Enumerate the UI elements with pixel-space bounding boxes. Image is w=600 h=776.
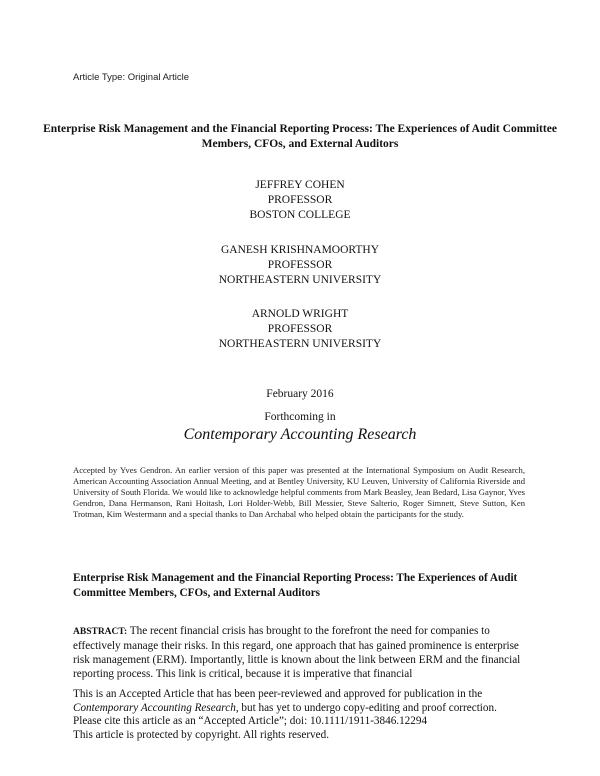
author-affiliation: NORTHEASTERN UNIVERSITY — [218, 274, 382, 286]
accepted-article-notice — [73, 688, 533, 742]
abstract-text: The recent financial crisis has brought to the forefront the need for companies to effectively manage their risks. In this regard, one approach that has gained prominence is enterprise risk management (ERM). Importantly, little is known about the link between ERM and the financial reporting process. This link is critical, because it is imperative that financial — [73, 625, 521, 680]
notice-copyright-line: This article is protected by copyright. All rights reserved. — [73, 728, 330, 741]
notice-line — [73, 702, 533, 716]
forthcoming-label: Forthcoming in — [264, 411, 336, 423]
journal-name: Contemporary Accounting Research — [183, 426, 417, 443]
author-title: PROFESSOR — [267, 194, 333, 206]
paper-title: Enterprise Risk Management and the Financial Reporting Process: The Experiences of Audit Committee Members, CFOs, and External Auditors — [43, 123, 557, 150]
author-block — [0, 307, 600, 352]
notice-doi-line: Please cite this article as an “Accepted Article”; doi: 10.1111/1911-3846.12294 — [73, 715, 428, 727]
author-name: JEFFREY COHEN — [255, 179, 345, 191]
publication-date: February 2016 — [266, 388, 334, 400]
article-type: Article Type: Original Article — [73, 72, 189, 83]
author-name: ARNOLD WRIGHT — [251, 308, 349, 320]
author-name: GANESH KRISHNAMOORTHY — [220, 244, 380, 256]
notice-journal: Contemporary Accounting Research — [73, 701, 236, 714]
abstract-label: ABSTRACT: — [73, 627, 128, 637]
notice-line-rest: , but has yet to undergo copy-editing and proof correction. — [235, 701, 497, 714]
author-title: PROFESSOR — [267, 259, 333, 271]
acknowledgement-paragraph: Accepted by Yves Gendron. An earlier version of this paper was presented at the International Symposium on Audit Research, American Accounting Association Annual Meeting, and at Bentley University, KU Leuven, University of California Riverside and University of South Florida. We would like to acknowledge helpful comments from Mark Beasley, Jean Bedard, Lisa Gaynor, Yves Gendron, Dana Hermanson, Rani Hoitash, Lori Holder-Webb, Bill Messier, Steve Salterio, Roger Simnett, Steve Sutton, Ken Trotman, Kim Westermann and a special thanks to Dan Archabal who helped obtain the participants for the study. — [73, 465, 525, 519]
author-affiliation: NORTHEASTERN UNIVERSITY — [218, 338, 382, 350]
abstract-paragraph — [73, 624, 531, 681]
author-affiliation: BOSTON COLLEGE — [249, 209, 351, 221]
author-block — [0, 178, 600, 223]
author-block — [0, 243, 600, 288]
notice-line: This is an Accepted Article that has been peer-reviewed and approved for publication in the — [73, 688, 483, 700]
author-title: PROFESSOR — [267, 323, 333, 335]
paper-title-repeat: Enterprise Risk Management and the Financial Reporting Process: The Experiences of Audit Committee Members, CFOs, and External Auditors — [73, 572, 518, 599]
